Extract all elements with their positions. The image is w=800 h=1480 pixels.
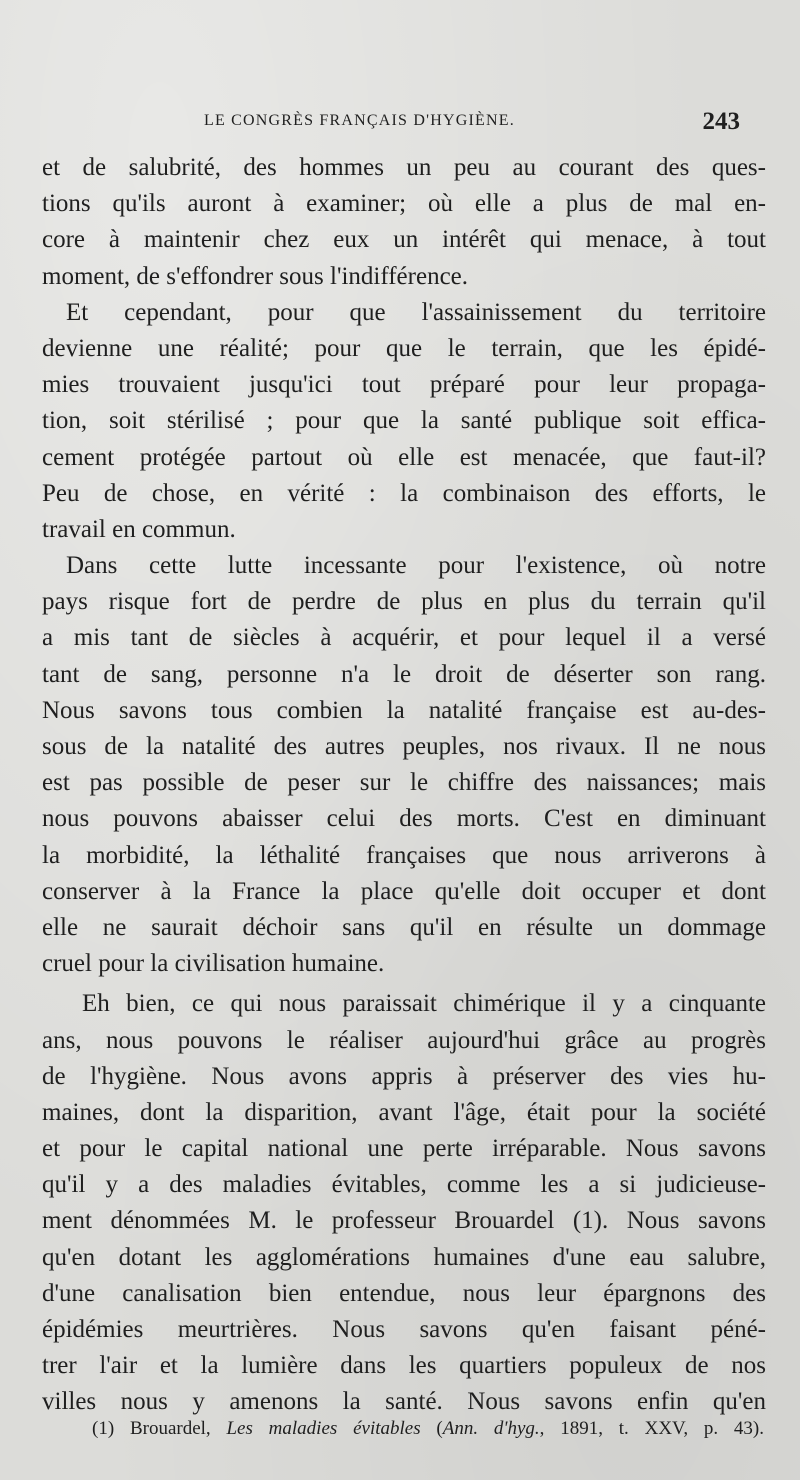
text-line: et pour le capital national une perte irréparable. Nous savons xyxy=(42,1135,766,1163)
text-line: trer l'air et la lumière dans les quartiers populeux de nos xyxy=(42,1352,766,1380)
text-line: tions qu'ils auront à examiner; où elle a plus de mal en- xyxy=(42,190,766,218)
text-line: ans, nous pouvons le réaliser aujourd'hui grâce au progrès xyxy=(42,1026,766,1054)
text-line: qu'en dotant les agglomérations humaines d'une eau salubre, xyxy=(42,1243,766,1271)
text-line: Peu de chose, en vérité : la combinaison des efforts, le xyxy=(42,479,766,507)
text-line: sous de la natalité des autres peuples, nos rivaux. Il ne nous xyxy=(42,733,766,760)
text-line: villes nous y amenons la santé. Nous savons enfin qu'en xyxy=(42,1388,766,1416)
text-line: épidémies meurtrières. Nous savons qu'en faisant péné- xyxy=(42,1316,766,1343)
text-line: conserver à la France la place qu'elle doit occuper et dont xyxy=(42,877,766,905)
text-line: travail en commun. xyxy=(42,515,236,543)
text-line: pays risque fort de perdre de plus en plus du terrain qu'il xyxy=(42,588,766,616)
body-text xyxy=(42,150,766,1421)
footnote-marker: (1) Brouardel, xyxy=(92,1418,227,1439)
text-line: core à maintenir chez eux un intérêt qui menace, à tout xyxy=(42,226,766,254)
text-line: est pas possible de peser sur le chiffre des naissances; mais xyxy=(42,769,766,797)
text-line: moment, de s'effondrer sous l'indifférence. xyxy=(42,262,469,290)
text-line: tant de sang, personne n'a le droit de déserter son rang. xyxy=(42,660,766,688)
text-line: tion, soit stérilisé ; pour que la santé publique soit effica- xyxy=(42,407,766,435)
footnote-open: ( xyxy=(420,1418,443,1439)
text-line: et de salubrité, des hommes un peu au courant des ques- xyxy=(42,154,766,181)
footnote-rest: , 1891, t. XXV, p. 43). xyxy=(539,1418,764,1439)
text-line: d'une canalisation bien entendue, nous leur épargnons des xyxy=(42,1279,766,1307)
footnote-journal: Ann. d'hyg. xyxy=(442,1418,540,1439)
text-line: maines, dont la disparition, avant l'âge, était pour la société xyxy=(42,1098,766,1126)
footnote-title: Les maladies évitables xyxy=(226,1418,421,1439)
text-line: devienne une réalité; pour que le terrain, que les épidé- xyxy=(42,334,766,362)
text-line: cement protégée partout où elle est menacée, que faut-il? xyxy=(42,443,766,471)
paragraph-first-line: Dans cette lutte incessante pour l'existence, où notre xyxy=(66,552,766,580)
footnote xyxy=(92,1418,764,1440)
text-line: elle ne saurait déchoir sans qu'il en résulte un dommage xyxy=(42,913,766,941)
text-line: qu'il y a des maladies évitables, comme les a si judicieuse- xyxy=(42,1171,766,1199)
text-line: mies trouvaient jusqu'ici tout préparé pour leur propaga- xyxy=(42,371,766,399)
paragraph-first-line: Et cependant, pour que l'assainissement du territoire xyxy=(66,298,766,326)
text-line: ment dénommées M. le professeur Brouardel (1). Nous savons xyxy=(42,1207,766,1235)
text-line: a mis tant de siècles à acquérir, et pour lequel il a versé xyxy=(42,624,766,652)
paragraph-first-line: Eh bien, ce qui nous paraissait chimérique il y a cinquante xyxy=(82,990,766,1018)
text-line: cruel pour la civilisation humaine. xyxy=(42,950,385,978)
text-line: la morbidité, la léthalité françaises que nous arriverons à xyxy=(42,841,766,869)
text-line: de l'hygiène. Nous avons appris à préserver des vies hu- xyxy=(42,1062,766,1090)
text-line: Nous savons tous combien la natalité française est au-des- xyxy=(42,696,766,724)
page-number: 243 xyxy=(702,108,740,135)
page-header xyxy=(0,108,800,142)
text-line: nous pouvons abaisser celui des morts. C'est en diminuant xyxy=(42,805,766,833)
running-title: LE CONGRÈS FRANÇAIS D'HYGIÈNE. xyxy=(204,112,515,129)
